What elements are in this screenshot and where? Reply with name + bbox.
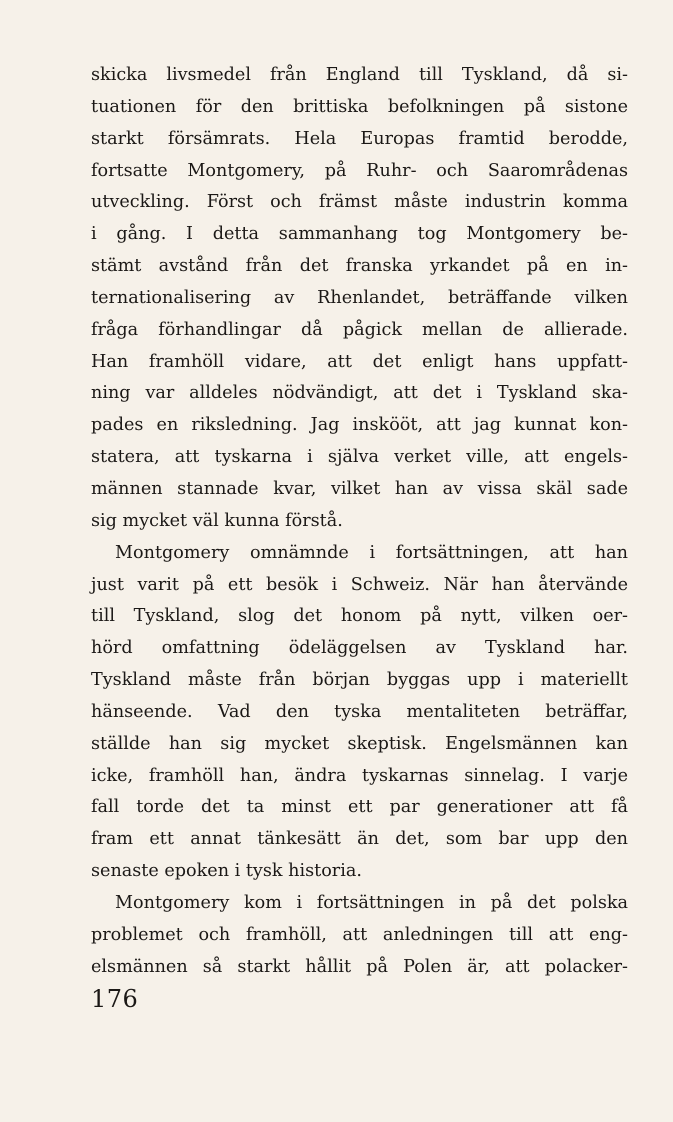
- text-line: fortsatte Montgomery, på Ruhr- och Saarområdenas: [91, 160, 628, 181]
- text-line: elsmännen så starkt hållit på Polen är, att polacker-: [91, 956, 628, 977]
- paragraph-start-line: Montgomery kom i fortsättningen in på det polska: [115, 892, 628, 913]
- text-line: pades en riksledning. Jag inskööt, att jag kunnat kon-: [91, 415, 628, 436]
- page-body: [91, 60, 628, 983]
- text-line: utveckling. Först och främst måste industrin komma: [91, 192, 628, 213]
- text-line: männen stannade kvar, vilket han av vissa skäl sade: [91, 478, 628, 499]
- text-line: Han framhöll vidare, att det enligt hans uppfatt-: [91, 351, 628, 372]
- text-line: ternationalisering av Rhenlandet, beträffande vilken: [91, 287, 628, 308]
- text-line: skicka livsmedel från England till Tyskland, då si-: [91, 65, 628, 85]
- text-line: statera, att tyskarna i själva verket ville, att engels-: [91, 447, 628, 468]
- text-line: fram ett annat tänkesätt än det, som bar upp den: [91, 829, 628, 850]
- text-line: problemet och framhöll, att anledningen till att eng-: [91, 924, 628, 945]
- text-line: starkt försämrats. Hela Europas framtid berodde,: [91, 128, 628, 149]
- text-line: fråga förhandlingar då pågick mellan de allierade.: [91, 319, 628, 340]
- text-line: hörd omfattning ödeläggelsen av Tyskland har.: [91, 638, 628, 659]
- text-line: tuationen för den brittiska befolkningen på sistone: [91, 96, 628, 117]
- text-line: fall torde det ta minst ett par generationer att få: [91, 797, 628, 818]
- page-number: 176: [91, 985, 139, 1013]
- text-line: stämt avstånd från det franska yrkandet på en in-: [91, 256, 628, 277]
- text-line: i gång. I detta sammanhang tog Montgomery be-: [91, 224, 628, 245]
- text-line: just varit på ett besök i Schweiz. När han återvände: [91, 574, 628, 595]
- paragraph-start-line: Montgomery omnämnde i fortsättningen, att han: [115, 542, 628, 563]
- text-line: ställde han sig mycket skeptisk. Engelsmännen kan: [91, 733, 628, 754]
- text-line: ning var alldeles nödvändigt, att det i Tyskland ska-: [91, 383, 628, 404]
- text-line: Tyskland måste från början byggas upp i materiellt: [91, 670, 628, 691]
- text-line: hänseende. Vad den tyska mentaliteten beträffar,: [91, 701, 628, 722]
- text-line: senaste epoken i tysk historia.: [91, 861, 362, 882]
- text-line: icke, framhöll han, ändra tyskarnas sinnelag. I varje: [91, 765, 628, 786]
- text-line: sig mycket väl kunna förstå.: [91, 510, 343, 531]
- text-line: till Tyskland, slog det honom på nytt, vilken oer-: [91, 606, 628, 627]
